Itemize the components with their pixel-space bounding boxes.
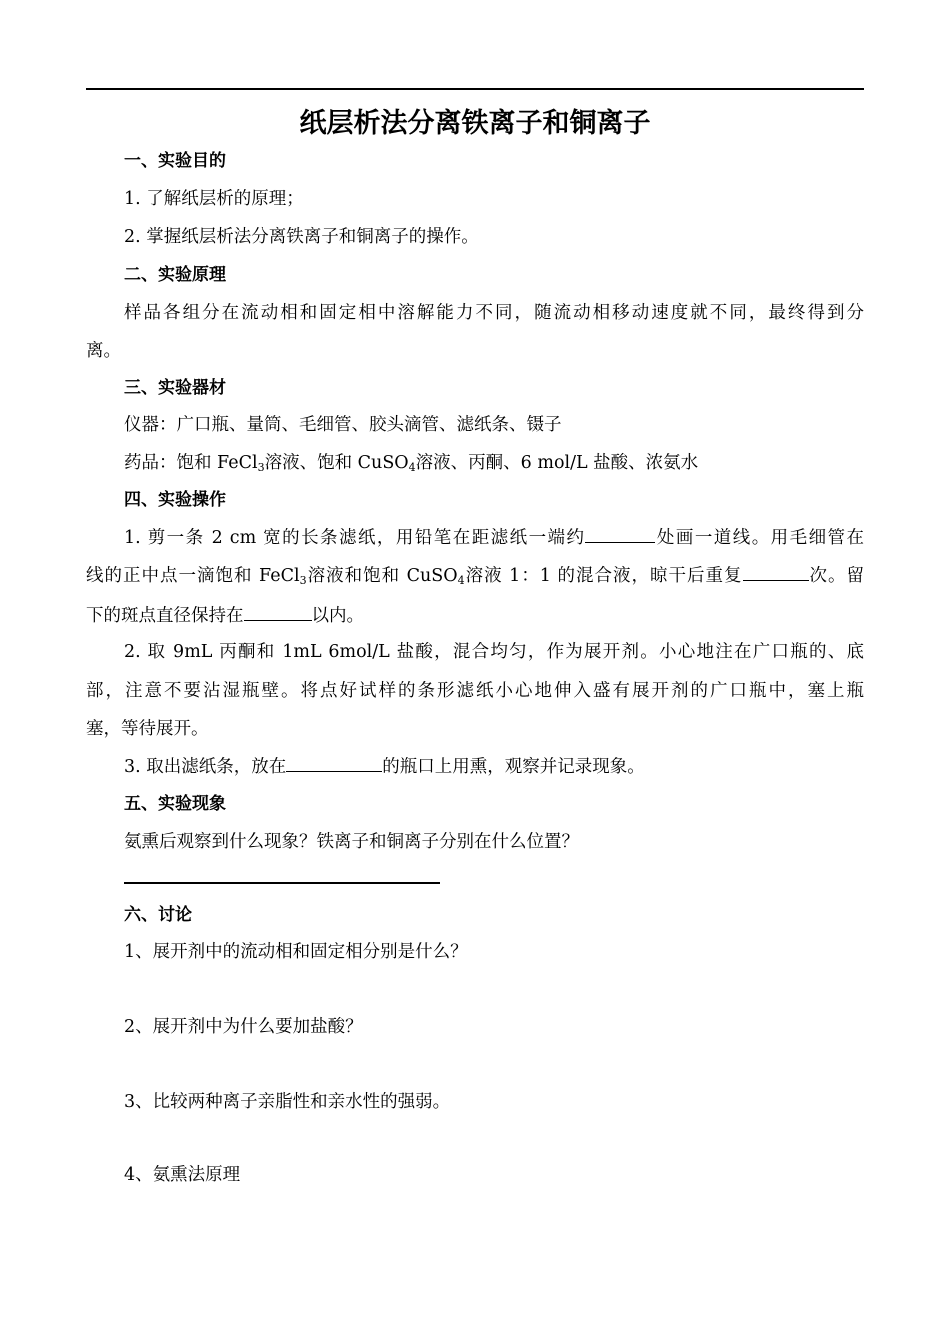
observation-question: 氨熏后观察到什么现象？铁离子和铜离子分别在什么位置？: [124, 832, 579, 852]
purpose-item-1: 1. 了解纸层析的原理；: [124, 189, 304, 209]
procedure-step-1-line-3: 下的斑点直径保持在 以内。: [86, 602, 864, 629]
fill-blank-distance[interactable]: [585, 524, 655, 543]
discussion-question-3: 3、比较两种离子亲脂性和亲水性的强弱。: [124, 1092, 451, 1112]
procedure-step-1-line-1: 1. 剪一条 2 cm 宽的长条滤纸，用铅笔在距滤纸一端约 处画一道线。用毛细管在: [86, 524, 864, 551]
procedure-step-2-line-3: 塞，等待展开。: [86, 719, 209, 739]
procedure-step-1-line-2: 线的正中点一滴饱和 FeCl$_3$溶液和饱和 CuSO$_4$溶液 1：1 的混合液，晾干后重复 次。留: [86, 562, 864, 589]
section-heading-discussion: 六、讨论: [124, 905, 192, 925]
section-heading-principle: 二、实验原理: [124, 265, 226, 285]
page-title: 纸层析法分离铁离子和铜离子: [299, 108, 651, 139]
procedure-step-3: 3. 取出滤纸条，放在 的瓶口上用熏，观察并记录现象。: [86, 753, 864, 780]
reagents-list: 药品：饱和 FeCl$_3$溶液、饱和 CuSO$_4$溶液、丙酮、6 mol/L 盐酸、浓氨水: [124, 453, 699, 474]
discussion-question-1: 1、展开剂中的流动相和固定相分别是什么？: [124, 942, 468, 962]
purpose-item-2: 2. 掌握纸层析法分离铁离子和铜离子的操作。: [124, 227, 479, 247]
section-heading-procedure: 四、实验操作: [124, 490, 226, 510]
section-heading-materials: 三、实验器材: [124, 378, 226, 398]
header-rule: [86, 88, 864, 90]
section-heading-observation: 五、实验现象: [124, 794, 226, 814]
answer-line[interactable]: [124, 882, 440, 884]
procedure-step-2-line-2: 部，注意不要沾湿瓶壁。将点好试样的条形滤纸小心地伸入盛有展开剂的广口瓶中，塞上瓶: [86, 681, 864, 701]
fill-blank-repeat-count[interactable]: [743, 562, 809, 581]
fill-blank-spot-diameter[interactable]: [244, 602, 312, 621]
principle-text-line-1: 样品各组分在流动相和固定相中溶解能力不同，随流动相移动速度就不同，最终得到分: [124, 303, 864, 323]
instruments-list: 仪器：广口瓶、量筒、毛细管、胶头滴管、滤纸条、镊子: [124, 415, 562, 435]
discussion-question-4: 4、氨熏法原理: [124, 1165, 241, 1185]
discussion-question-2: 2、展开剂中为什么要加盐酸？: [124, 1017, 363, 1037]
section-heading-purpose: 一、实验目的: [124, 151, 226, 171]
procedure-step-2-line-1: 2. 取 9mL 丙酮和 1mL 6mol/L 盐酸，混合均匀，作为展开剂。小心地注在广口瓶的、底: [124, 642, 864, 662]
principle-text-line-2: 离。: [86, 341, 121, 361]
fill-blank-reagent-bottle[interactable]: [286, 753, 382, 772]
